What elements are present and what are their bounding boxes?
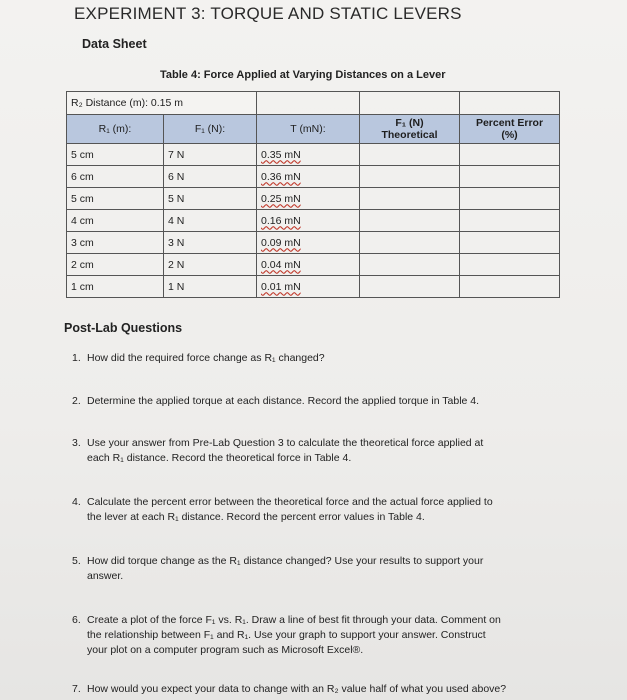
r1-cell: 3 cm xyxy=(67,232,164,254)
f1-cell: 3 N xyxy=(164,232,257,254)
page-title: EXPERIMENT 3: TORQUE AND STATIC LEVERS xyxy=(74,4,462,23)
question-text-line: each R₁ distance. Record the theoretical force in Table 4. xyxy=(87,452,352,464)
table-row xyxy=(67,232,560,254)
question-number: 3. xyxy=(72,437,81,449)
theoretical-cell xyxy=(360,144,460,166)
r1-cell: 2 cm xyxy=(67,254,164,276)
question-text-line: Use your answer from Pre-Lab Question 3 to calculate the theoretical force applied at xyxy=(87,437,484,449)
question-text-line: the lever at each R₁ distance. Record the percent error values in Table 4. xyxy=(87,511,425,523)
question-text-line: your plot on a computer program such as Microsoft Excel®. xyxy=(87,644,364,656)
question-text-line: Create a plot of the force F₁ vs. R₁. Draw a line of best fit through your data. Comment on xyxy=(87,614,501,626)
data-table xyxy=(66,91,560,298)
theoretical-cell xyxy=(360,276,460,298)
percent-error-cell xyxy=(460,210,560,232)
r2-distance-cell: R₂ Distance (m): 0.15 m xyxy=(67,92,257,115)
question-number: 5. xyxy=(72,555,81,567)
question-text-line: Determine the applied torque at each distance. Record the applied torque in Table 4. xyxy=(87,395,480,407)
table-row xyxy=(67,166,560,188)
question-4 xyxy=(72,495,552,525)
table-row xyxy=(67,210,560,232)
question-1 xyxy=(72,351,552,366)
r1-cell: 1 cm xyxy=(67,276,164,298)
question-number: 6. xyxy=(72,614,81,626)
question-7 xyxy=(72,682,552,697)
theoretical-cell xyxy=(360,166,460,188)
question-text-line: Calculate the percent error between the theoretical force and the actual force applied to xyxy=(87,496,493,508)
table-caption: Table 4: Force Applied at Varying Distances on a Lever xyxy=(160,69,446,81)
f1-cell: 6 N xyxy=(164,166,257,188)
table-row xyxy=(67,254,560,276)
header-f1-theoretical-line1: F₁ (N) xyxy=(395,117,424,129)
f1-cell: 1 N xyxy=(164,276,257,298)
percent-error-cell xyxy=(460,188,560,210)
question-text-line: How did the required force change as R₁ changed? xyxy=(87,352,325,364)
header-percent-error xyxy=(460,115,560,144)
r1-cell: 5 cm xyxy=(67,188,164,210)
r1-cell: 6 cm xyxy=(67,166,164,188)
question-6 xyxy=(72,613,552,658)
f1-cell: 5 N xyxy=(164,188,257,210)
empty-cell xyxy=(257,92,360,115)
torque-cell: 0.09 mN xyxy=(257,232,360,254)
torque-cell: 0.01 mN xyxy=(257,276,360,298)
question-2 xyxy=(72,394,552,409)
percent-error-cell xyxy=(460,144,560,166)
data-sheet-heading: Data Sheet xyxy=(82,37,147,51)
table-row xyxy=(67,276,560,298)
f1-cell: 7 N xyxy=(164,144,257,166)
table-header-row xyxy=(67,115,560,144)
r1-cell: 5 cm xyxy=(67,144,164,166)
torque-cell: 0.35 mN xyxy=(257,144,360,166)
theoretical-cell xyxy=(360,188,460,210)
question-number: 7. xyxy=(72,683,81,695)
header-r1: R₁ (m): xyxy=(67,115,164,144)
header-f1-theoretical xyxy=(360,115,460,144)
torque-cell: 0.36 mN xyxy=(257,166,360,188)
header-f1: F₁ (N): xyxy=(164,115,257,144)
torque-cell: 0.16 mN xyxy=(257,210,360,232)
question-text-line: the relationship between F₁ and R₁. Use your graph to support your answer. Construct xyxy=(87,629,486,641)
r1-cell: 4 cm xyxy=(67,210,164,232)
question-number: 1. xyxy=(72,352,81,364)
f1-cell: 2 N xyxy=(164,254,257,276)
empty-cell xyxy=(360,92,460,115)
theoretical-cell xyxy=(360,254,460,276)
header-percent-error-line2: (%) xyxy=(501,129,518,141)
header-torque: T (mN): xyxy=(257,115,360,144)
torque-cell: 0.04 mN xyxy=(257,254,360,276)
theoretical-cell xyxy=(360,232,460,254)
table-r2-row xyxy=(67,92,560,115)
header-f1-theoretical-line2: Theoretical xyxy=(381,129,438,141)
f1-cell: 4 N xyxy=(164,210,257,232)
question-3 xyxy=(72,436,552,466)
postlab-heading: Post-Lab Questions xyxy=(64,321,183,335)
question-number: 4. xyxy=(72,496,81,508)
question-text-line: How did torque change as the R₁ distance changed? Use your results to support your xyxy=(87,555,484,567)
question-number: 2. xyxy=(72,395,81,407)
percent-error-cell xyxy=(460,166,560,188)
table-row xyxy=(67,144,560,166)
header-percent-error-line1: Percent Error xyxy=(475,117,544,129)
question-5 xyxy=(72,554,552,584)
torque-cell: 0.25 mN xyxy=(257,188,360,210)
question-text-line: How would you expect your data to change with an R₂ value half of what you used above? xyxy=(87,683,507,695)
percent-error-cell xyxy=(460,254,560,276)
percent-error-cell xyxy=(460,232,560,254)
table-row xyxy=(67,188,560,210)
percent-error-cell xyxy=(460,276,560,298)
theoretical-cell xyxy=(360,210,460,232)
empty-cell xyxy=(460,92,560,115)
question-text-line: answer. xyxy=(87,570,124,582)
